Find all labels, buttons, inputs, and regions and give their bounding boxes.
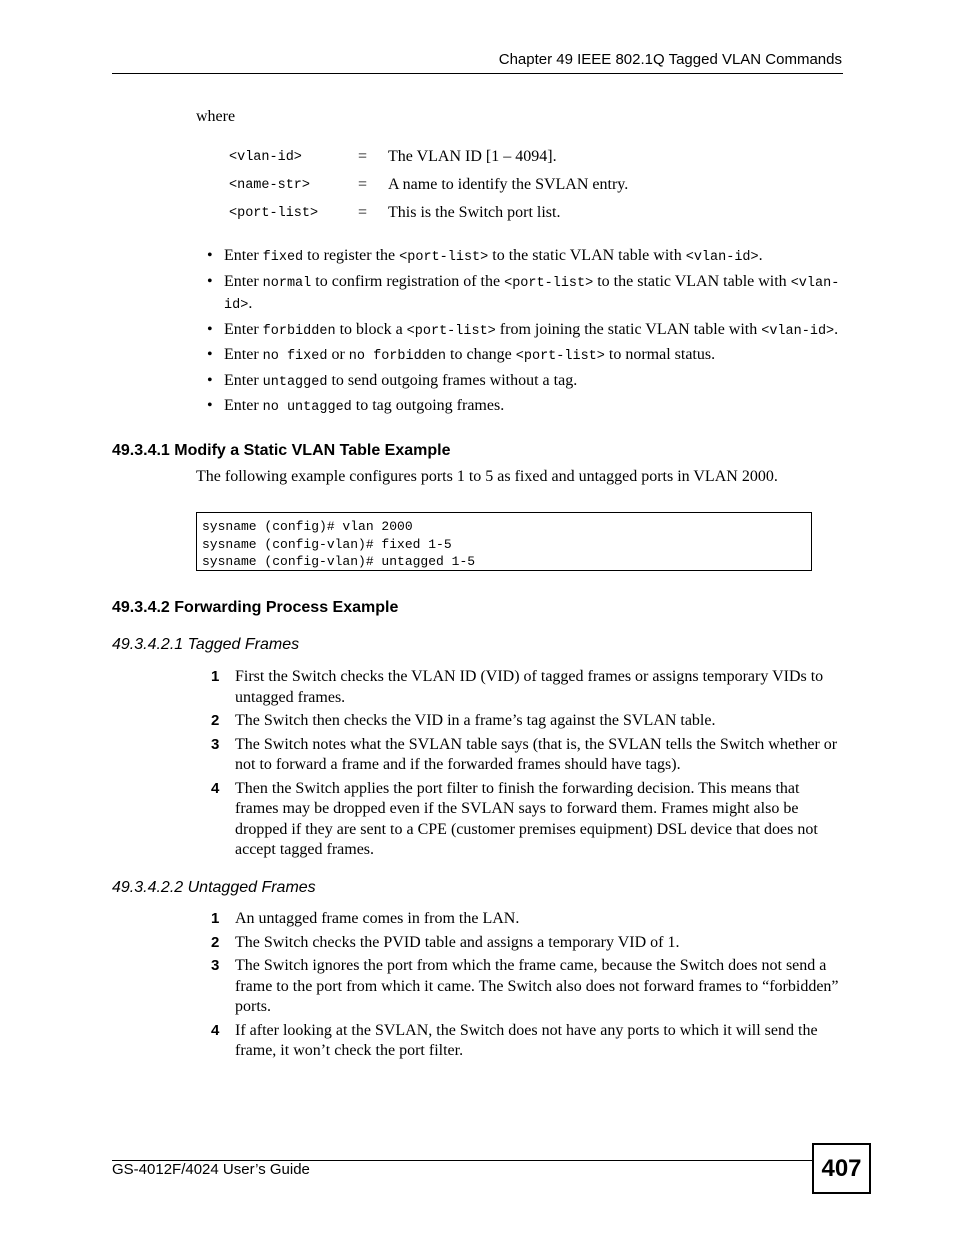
bullet-text: from joining the static VLAN table with: [495, 320, 762, 338]
inline-code: <port-list>: [515, 349, 605, 364]
step-item: [211, 779, 841, 861]
step-number: 1: [211, 910, 220, 927]
inline-code: <port-list>: [504, 275, 594, 291]
section-intro-paragraph: The following example configures ports 1 to 5 as fixed and untagged ports in VLAN 2000.: [196, 468, 778, 485]
bullet-text: to tag outgoing frames.: [351, 397, 505, 414]
step-number: 4: [211, 779, 220, 797]
step-text: An untagged frame comes in from the LAN.: [235, 910, 520, 927]
bullet-item: [207, 371, 847, 394]
step-text: The Switch then checks the VID in a frame’s tag against the SVLAN table.: [235, 712, 716, 729]
inline-code: forbidden: [262, 323, 336, 339]
bullet-text: to normal status.: [604, 346, 716, 363]
step-item: [211, 909, 841, 930]
bullet-text: Enter: [224, 371, 263, 389]
bullet-item: [207, 396, 847, 419]
tagged-frames-steps: [211, 667, 841, 864]
inline-code: <port-list>: [399, 250, 489, 265]
step-text: The Switch ignores the port from which the frame came, because the Switch does not send a frame to the port from which it came. The Switch also does not forward frames to “forbidden” ports.: [235, 957, 839, 1015]
bullet-text: to register the: [303, 247, 400, 264]
bullet-item: [207, 246, 847, 269]
section-heading-forwarding-process: 49.3.4.2 Forwarding Process Example: [112, 599, 399, 616]
bullet-text: to block a: [335, 320, 407, 338]
bullet-text: to change: [446, 346, 516, 363]
step-number: 3: [211, 957, 220, 974]
chapter-title: Chapter 49 IEEE 802.1Q Tagged VLAN Commands: [498, 51, 842, 68]
inline-code: <vlan-id>: [761, 323, 835, 339]
step-text: The Switch checks the PVID table and assigns a temporary VID of 1.: [235, 933, 680, 951]
step-number: 2: [211, 933, 220, 951]
subsection-heading-untagged-frames: 49.3.4.2.2 Untagged Frames: [112, 879, 316, 896]
bullet-item: [207, 272, 847, 317]
definition-description: This is the Switch port list.: [388, 204, 561, 221]
bullet-item: [207, 345, 847, 368]
section-heading-modify-static-vlan: 49.3.4.1 Modify a Static VLAN Table Example: [112, 442, 451, 459]
step-item: [211, 956, 841, 1018]
bullet-item: [207, 320, 847, 343]
inline-code: <vlan-id>: [685, 250, 759, 265]
subsection-heading-tagged-frames: 49.3.4.2.1 Tagged Frames: [112, 636, 300, 653]
step-item: [211, 933, 841, 954]
definition-key: <port-list>: [229, 206, 319, 221]
inline-code: fixed: [262, 250, 304, 265]
step-text: Then the Switch applies the port filter to finish the forwarding decision. This means that frames may be dropped even if the SVLAN says to forward them. Frames might also be dropped if they are sent to a CPE (customer premises equipment) DSL device that does not accept tagged frames.: [235, 779, 818, 858]
step-item: [211, 1021, 841, 1062]
inline-code: untagged: [262, 374, 328, 390]
bullet-text: Enter: [224, 320, 263, 338]
definition-equals: =: [358, 176, 368, 193]
where-label: where: [196, 108, 236, 125]
code-line: sysname (config-vlan)# untagged 1-5: [202, 554, 476, 569]
code-example-box: [196, 512, 812, 571]
code-line: sysname (config-vlan)# fixed 1-5: [202, 536, 452, 552]
step-number: 3: [211, 735, 220, 753]
untagged-frames-steps: [211, 909, 841, 1065]
step-item: [211, 711, 841, 732]
definition-equals: =: [358, 148, 368, 165]
bullet-text: Enter: [224, 397, 263, 414]
definition-description: A name to identify the SVLAN entry.: [388, 176, 629, 193]
bullet-text: Enter: [224, 272, 263, 290]
bullet-text: to send outgoing frames without a tag.: [327, 371, 578, 389]
bullet-text: or: [327, 346, 349, 363]
definition-equals: =: [358, 204, 368, 221]
bullet-text: .: [834, 320, 839, 338]
inline-code: <vlan-id>: [224, 275, 840, 313]
bullet-text: Enter: [224, 247, 263, 264]
step-number: 2: [211, 712, 220, 729]
bullet-text: to the static VLAN table with: [593, 272, 791, 290]
bullet-text: to the static VLAN table with: [488, 247, 686, 264]
guide-title: GS-4012F/4024 User’s Guide: [112, 1161, 310, 1178]
inline-code: no untagged: [262, 400, 352, 415]
bullet-text: to confirm registration of the: [311, 272, 505, 290]
step-item: [211, 735, 841, 776]
header-rule: [112, 73, 843, 74]
inline-code: normal: [262, 275, 312, 291]
inline-code: <port-list>: [406, 323, 496, 339]
step-item: [211, 667, 841, 708]
inline-code: no fixed: [262, 349, 328, 364]
step-number: 4: [211, 1021, 220, 1039]
inline-code: no forbidden: [348, 349, 447, 364]
definition-key: <name-str>: [229, 178, 311, 193]
step-text: First the Switch checks the VLAN ID (VID) of tagged frames or assigns temporary VIDs to untagged frames.: [235, 668, 824, 706]
bullet-text: Enter: [224, 346, 263, 363]
step-number: 1: [211, 668, 220, 685]
step-text: The Switch notes what the SVLAN table says (that is, the SVLAN tells the Switch whether or not to forward a frame and if the forwarded frames should have tags).: [235, 735, 838, 773]
definition-description: The VLAN ID [1 – 4094].: [388, 148, 557, 165]
definition-key: <vlan-id>: [229, 150, 302, 165]
bullet-text: .: [248, 295, 253, 312]
option-bullet-list: [207, 246, 847, 422]
code-line: sysname (config)# vlan 2000: [202, 519, 413, 534]
page-number: 407: [812, 1143, 871, 1194]
bullet-text: .: [758, 247, 763, 264]
step-text: If after looking at the SVLAN, the Switch does not have any ports to which it will send the frame, it won’t check the port filter.: [235, 1021, 818, 1059]
